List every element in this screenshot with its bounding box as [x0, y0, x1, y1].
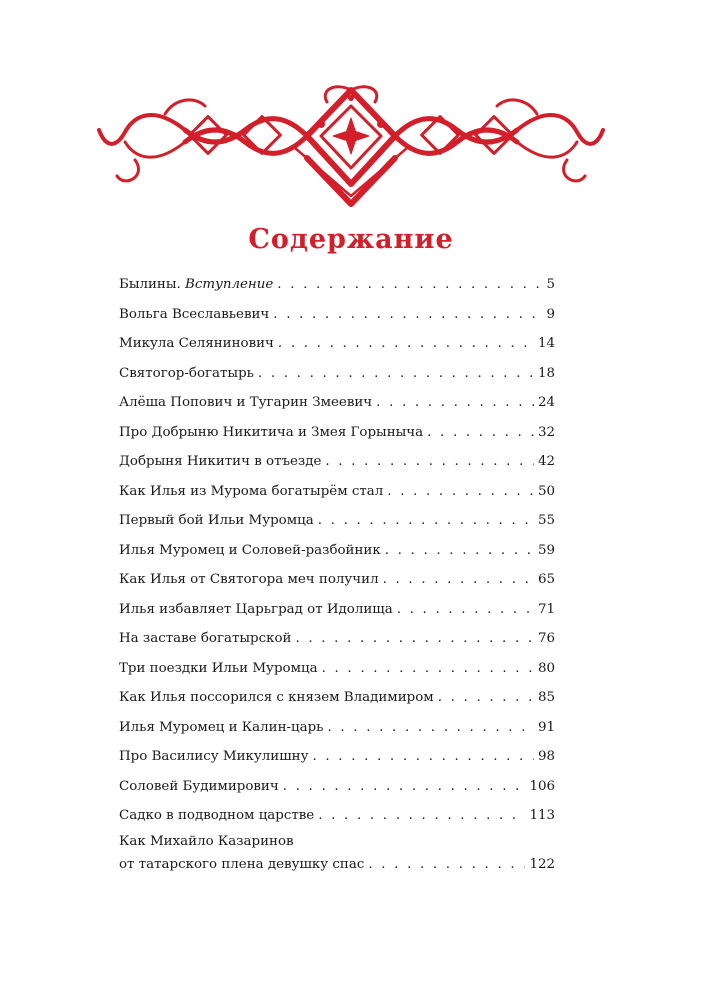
dot-leader: [383, 565, 534, 595]
toc-page-number: 122: [529, 856, 555, 872]
dot-leader: [258, 359, 534, 389]
slavic-knot-ornament-icon: [95, 84, 607, 210]
toc-entry-title: На заставе богатырской: [119, 631, 292, 646]
toc-page-number: 85: [537, 690, 555, 705]
toc-entry-title: Первый бой Ильи Муромца: [119, 513, 314, 528]
toc-entry-title: Микула Селянинович: [119, 336, 274, 351]
toc-entry[interactable]: [119, 801, 555, 831]
dot-leader: [278, 329, 534, 359]
toc-entry-title: Три поездки Ильи Муромца: [119, 660, 318, 676]
toc-page-number: 106: [529, 778, 555, 794]
toc-entry[interactable]: [119, 683, 555, 713]
toc-entry-title: Илья избавляет Царьград от Идолища: [119, 601, 393, 617]
toc-page-number: 80: [537, 660, 555, 676]
toc-entry[interactable]: [119, 713, 555, 743]
toc-entry-title: Про Василису Микулишну: [119, 749, 309, 764]
toc-entry[interactable]: [119, 742, 555, 772]
toc-entry-title: Святогор-богатырь: [119, 365, 254, 381]
toc-page-number: 76: [537, 631, 555, 646]
toc-entry[interactable]: [119, 359, 555, 389]
dot-leader: [385, 536, 534, 566]
toc-page-number: 32: [537, 424, 555, 440]
toc-entry[interactable]: [119, 772, 555, 802]
toc-entry-title: Как Илья из Мурома богатырём стал: [119, 483, 384, 499]
toc-entry[interactable]: [119, 624, 555, 654]
toc-entry-title: Былины. Вступление: [119, 277, 274, 292]
dot-leader: [327, 713, 533, 743]
toc-page-number: 42: [537, 454, 555, 469]
dot-leader: [318, 506, 534, 536]
toc-page-number: 14: [537, 336, 555, 351]
dot-leader: [397, 595, 534, 625]
toc-page-number: 55: [537, 513, 555, 528]
dot-leader: [295, 624, 534, 654]
dot-leader: [277, 270, 542, 300]
toc-entry-title: Алёша Попович и Тугарин Змеевич: [119, 395, 373, 410]
dot-leader: [273, 300, 542, 330]
toc-entry[interactable]: [119, 506, 555, 536]
toc-page-number: 50: [537, 483, 555, 499]
toc-entry-title: Как Илья от Святогора меч получил: [119, 572, 379, 587]
toc-entry-title-continued: от татарского плена девушку спас: [119, 856, 365, 872]
dot-leader: [322, 654, 534, 684]
toc-entry-title: Илья Муромец и Калин-царь: [119, 719, 324, 735]
dot-leader: [387, 477, 534, 507]
dot-leader: [312, 742, 534, 772]
toc-page-number: 71: [537, 601, 555, 617]
toc-page-number: 18: [537, 365, 555, 381]
toc-entry-title: Как Михайло Казаринов: [119, 833, 294, 849]
toc-entry[interactable]: [119, 536, 555, 566]
toc-entry-title: Про Добрыню Никитича и Змея Горыныча: [119, 424, 424, 440]
toc-page-number: 113: [529, 808, 555, 823]
toc-entry[interactable]: [119, 654, 555, 684]
toc-entry-row: [119, 853, 555, 877]
table-of-contents: [119, 270, 555, 877]
toc-entry[interactable]: [119, 270, 555, 300]
toc-entry[interactable]: [119, 300, 555, 330]
toc-entry-title-italic: Вступление: [185, 277, 274, 292]
dot-leader: [318, 801, 525, 831]
toc-entry[interactable]: [119, 418, 555, 448]
dot-leader: [283, 772, 526, 802]
dot-leader: [368, 853, 525, 877]
dot-leader: [427, 418, 534, 448]
toc-entry[interactable]: [119, 831, 555, 877]
toc-entry-title: Вольга Всеславьевич: [119, 306, 270, 322]
toc-entry-title: Добрыня Никитич в отъезде: [119, 454, 322, 469]
toc-entry[interactable]: [119, 595, 555, 625]
toc-entry[interactable]: [119, 388, 555, 418]
toc-entry[interactable]: [119, 329, 555, 359]
dot-leader: [438, 683, 534, 713]
dot-leader: [376, 388, 534, 418]
toc-entry-title: Садко в подводном царстве: [119, 808, 315, 823]
toc-page-number: 65: [537, 572, 555, 587]
toc-entry[interactable]: [119, 477, 555, 507]
toc-entry-title: Как Илья поссорился с князем Владимиром: [119, 690, 434, 705]
toc-entry-title: Илья Муромец и Соловей-разбойник: [119, 542, 381, 558]
page-title: Содержание: [248, 224, 454, 255]
toc-entry-title: Соловей Будимирович: [119, 778, 279, 794]
toc-page-number: 9: [546, 306, 555, 322]
toc-page-number: 59: [537, 542, 555, 558]
toc-entry[interactable]: [119, 447, 555, 477]
toc-page-number: 24: [537, 395, 555, 410]
toc-entry[interactable]: [119, 565, 555, 595]
dot-leader: [325, 447, 534, 477]
toc-page-number: 91: [537, 719, 555, 735]
toc-page-number: 98: [537, 749, 555, 764]
toc-page-number: 5: [546, 277, 555, 292]
